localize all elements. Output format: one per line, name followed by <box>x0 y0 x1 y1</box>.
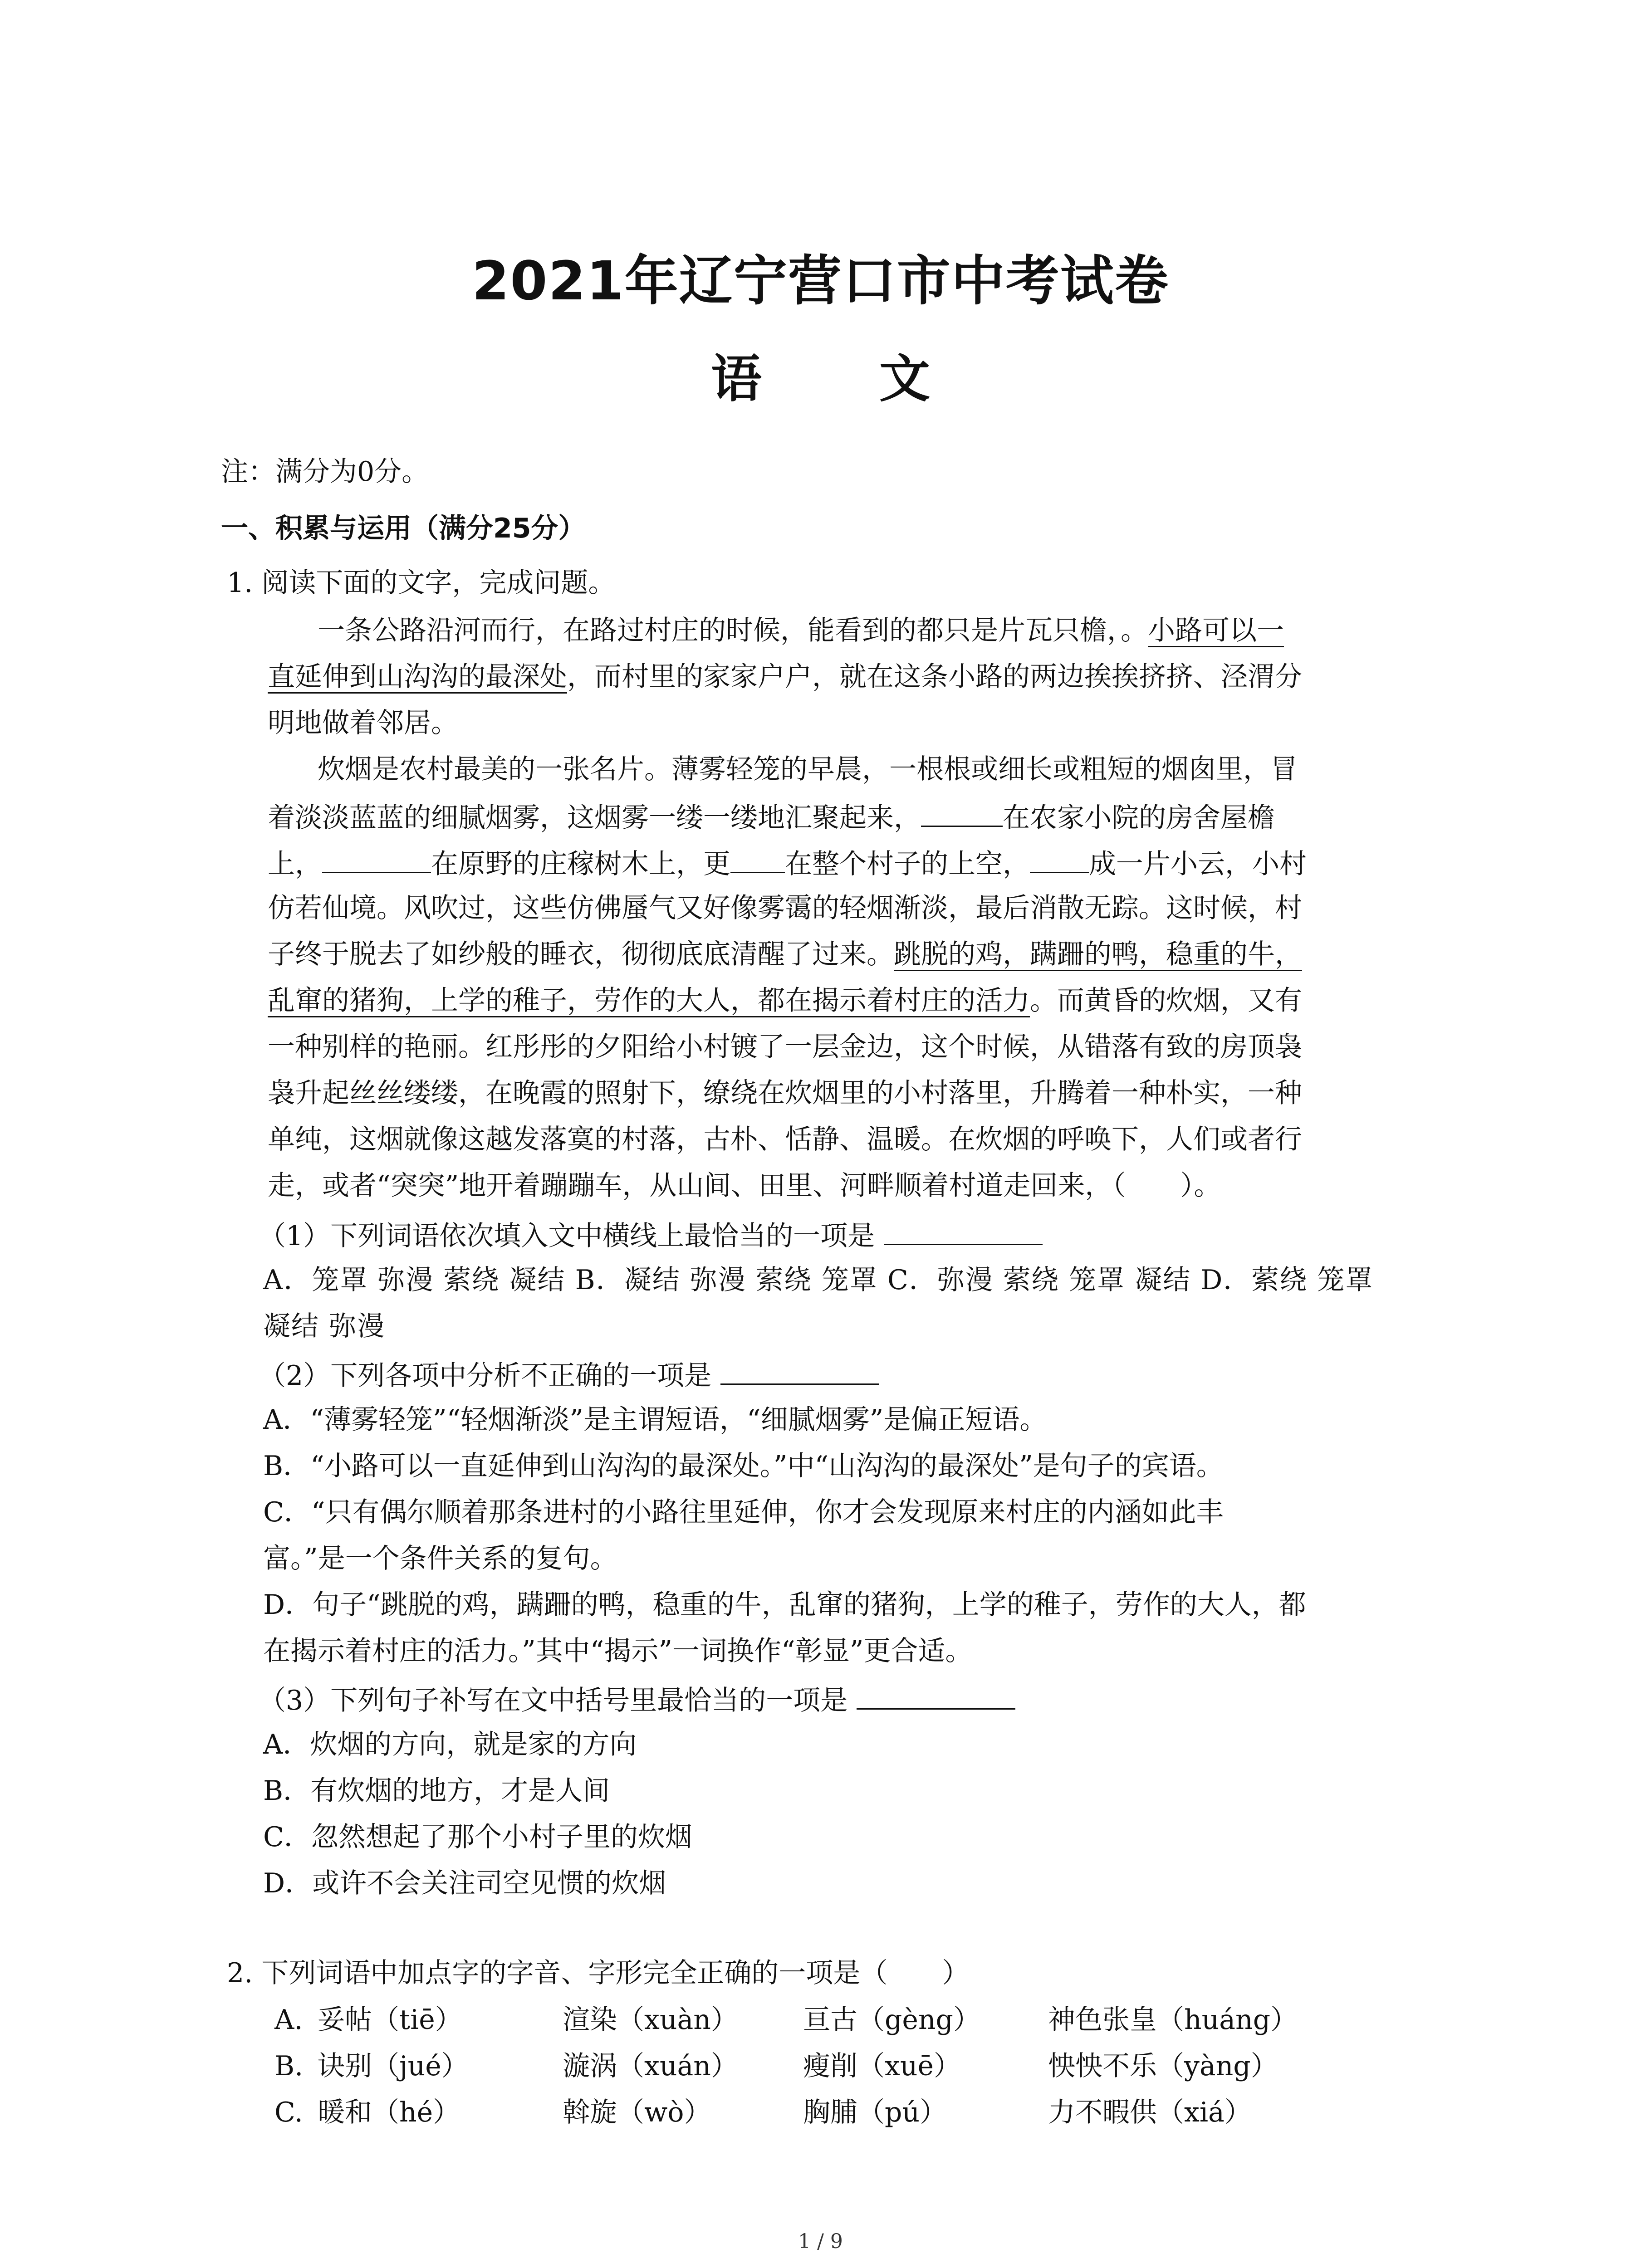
passage-line: 单纯，这烟就像这越发落寞的村落，古朴、恬静、温暖。在炊烟的呼唤下，人们或者行 <box>268 1124 1302 1155</box>
passage-line: 袅升起丝丝缕缕，在晚霞的照射下，缭绕在炊烟里的小村落里，升腾着一种朴实，一种 <box>268 1077 1302 1109</box>
underlined-sentence: 小路可以一 <box>1148 615 1284 646</box>
section-heading: 一、积累与运用（满分25分） <box>221 513 586 544</box>
option-d: D．句子“跳脱的鸡，蹒跚的鸭，稳重的牛，乱窜的猪狗，上学的稚子，劳作的大人，都 <box>263 1589 1306 1621</box>
question-2-stem: 2. 下列词语中加点字的字音、字形完全正确的一项是（ ） <box>227 1957 970 1989</box>
option-d-cont: 在揭示着村庄的活力。”其中“揭示”一词换作“彰显”更合适。 <box>263 1635 973 1667</box>
option-item: 漩涡（xuán） <box>563 2050 738 2082</box>
fill-blank <box>322 848 431 873</box>
sub-question-1-options: 凝结 弥漫 <box>263 1310 386 1342</box>
passage-line: 仿若仙境。风吹过，这些仿佛蜃气又好像雾霭的轻烟渐淡，最后消散无踪。这时候，村 <box>268 892 1302 924</box>
option-item: 瘦削（xuē） <box>803 2050 961 2082</box>
option-item: 神色张皇（huáng） <box>1048 2004 1298 2036</box>
question-1-stem: 1. 阅读下面的文字，完成问题。 <box>227 567 616 599</box>
option-item: 斡旋（wò） <box>563 2097 711 2128</box>
underlined-sentence: 直延伸到山沟沟的最深处 <box>268 661 567 693</box>
page-number: 1 / 9 <box>798 2230 843 2253</box>
passage-line: 一种别样的艳丽。红彤彤的夕阳给小村镀了一层金边，这个时候，从错落有致的房顶袅 <box>268 1031 1302 1063</box>
passage-line: 上， 在原野的庄稼树木上，更 在整个村子的上空， 成一片小云，小村 <box>268 848 1307 880</box>
option-item: 暖和（hé） <box>318 2097 460 2128</box>
answer-blank <box>720 1360 879 1385</box>
exam-note: 注：满分为0分。 <box>221 456 429 488</box>
sub-question-1-options: A．笼罩 弥漫 萦绕 凝结 B．凝结 弥漫 萦绕 笼罩 C．弥漫 萦绕 笼罩 凝结 D．萦绕 笼罩 <box>263 1264 1374 1296</box>
answer-blank <box>857 1685 1015 1710</box>
fill-blank <box>1030 848 1089 873</box>
option-item: 怏怏不乐（yàng） <box>1048 2050 1278 2082</box>
passage-line: 走，或者“突突”地开着蹦蹦车，从山间、田里、河畔顺着村道走回来，（ ）。 <box>268 1170 1221 1202</box>
passage-line: 一条公路沿河而行，在路过村庄的时候，能看到的都只是片瓦只檐，。小路可以一 <box>318 615 1284 646</box>
passage-line: 着淡淡蓝蓝的细腻烟雾，这烟雾一缕一缕地汇聚起来， 在农家小院的房舍屋檐 <box>268 802 1275 834</box>
option-item: 亘古（gèng） <box>803 2004 980 2036</box>
passage-line: 明地做着邻居。 <box>268 707 458 739</box>
passage-line: 炊烟是农村最美的一张名片。薄雾轻笼的早晨，一根根或细长或粗短的烟囱里，冒 <box>318 753 1298 785</box>
option-label: B. <box>274 2050 304 2082</box>
option-item: 力不暇供（xiá） <box>1048 2097 1252 2128</box>
underlined-sentence: 乱窜的猪狗，上学的稚子，劳作的大人，都在揭示着村庄的活力 <box>268 985 1030 1017</box>
option-item: 诀别（jué） <box>318 2050 469 2082</box>
option-item: 渲染（xuàn） <box>563 2004 738 2036</box>
option-a: A．炊烟的方向，就是家的方向 <box>263 1729 637 1760</box>
option-d: D．或许不会关注司空见惯的炊烟 <box>263 1867 666 1899</box>
sub-question-3: （3）下列句子补写在文中括号里最恰当的一项是 <box>259 1685 1015 1714</box>
page-title: 2021年辽宁营口市中考试卷 <box>472 249 1169 312</box>
fill-blank <box>730 848 785 873</box>
option-label: C. <box>274 2097 303 2128</box>
option-b: B．“小路可以一直延伸到山沟沟的最深处。”中“山沟沟的最深处”是句子的宾语。 <box>263 1450 1224 1482</box>
option-item: 妥帖（tiē） <box>318 2004 462 2036</box>
option-a: A．“薄雾轻笼”“轻烟渐淡”是主谓短语，“细腻烟雾”是偏正短语。 <box>263 1404 1047 1436</box>
passage-line: 子终于脱去了如纱般的睡衣，彻彻底底清醒了过来。跳脱的鸡，蹒跚的鸭，稳重的牛， <box>268 938 1302 970</box>
underlined-sentence: 跳脱的鸡，蹒跚的鸭，稳重的牛， <box>894 938 1302 970</box>
fill-blank <box>921 802 1003 827</box>
option-c: C．“只有偶尔顺着那条进村的小路往里延伸，你才会发现原来村庄的内涵如此丰 <box>263 1496 1224 1528</box>
passage-line: 直延伸到山沟沟的最深处，而村里的家家户户，就在这条小路的两边挨挨挤挤、泾渭分 <box>268 661 1302 693</box>
sub-question-1: （1）下列词语依次填入文中横线上最恰当的一项是 <box>259 1220 1043 1250</box>
answer-blank <box>884 1220 1043 1245</box>
option-c-cont: 富。”是一个条件关系的复句。 <box>263 1543 617 1574</box>
subject-title: 语 文 <box>711 350 980 409</box>
option-b: B．有炊烟的地方，才是人间 <box>263 1775 610 1807</box>
option-c: C．忽然想起了那个小村子里的炊烟 <box>263 1821 692 1853</box>
passage-line: 乱窜的猪狗，上学的稚子，劳作的大人，都在揭示着村庄的活力。而黄昏的炊烟，又有 <box>268 985 1302 1017</box>
option-item: 胸脯（pú） <box>803 2097 947 2128</box>
option-label: A. <box>274 2004 303 2036</box>
sub-question-2: （2）下列各项中分析不正确的一项是 <box>259 1360 879 1389</box>
